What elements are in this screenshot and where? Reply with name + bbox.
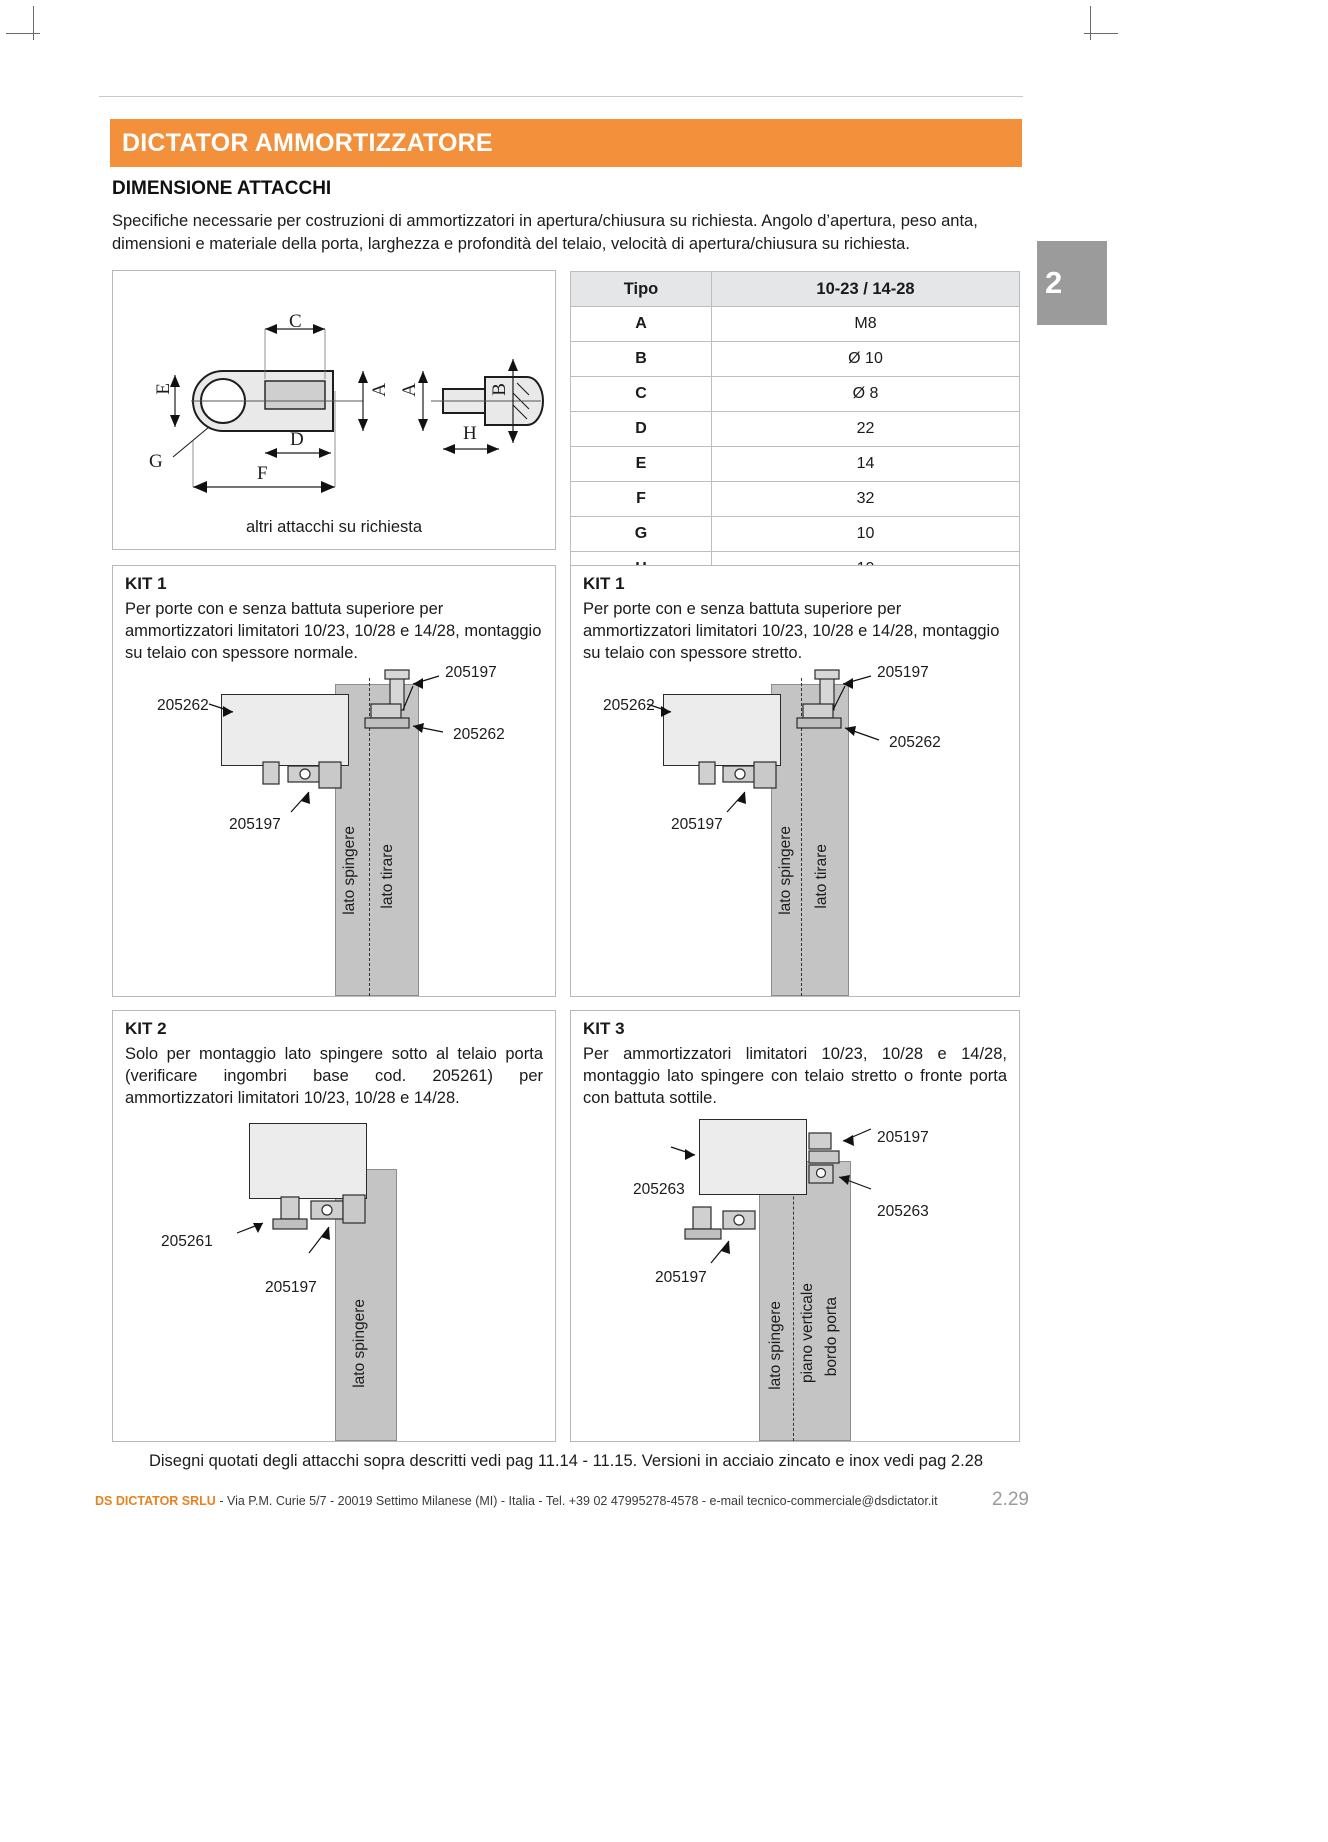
kit1-right-text: Per porte con e senza battuta superiore per ammortizzatori limitatori 10/23, 10/28 e 14/28, montaggio su telaio con spessore stretto. bbox=[583, 600, 1000, 662]
vertical-label-piano-verticale: piano verticale bbox=[799, 1283, 816, 1383]
dimension-label-h: H bbox=[463, 423, 477, 444]
kit2-panel bbox=[112, 1010, 556, 1442]
page-footer bbox=[95, 1494, 1025, 1508]
drawing-caption: altri attacchi su richiesta bbox=[245, 518, 423, 536]
vertical-label-lato-tirare: lato tirare bbox=[379, 844, 396, 909]
cell-value: 32 bbox=[712, 482, 1020, 517]
callout-205197-top: 205197 bbox=[445, 664, 497, 681]
kit2-text: Solo per montaggio lato spingere sotto al telaio porta (verificare ingombri base cod. 205261) per ammortizzatori limitatori 10/23, 10/28 e 14/28. bbox=[125, 1045, 543, 1107]
cell-tipo: D bbox=[571, 412, 712, 447]
section-subtitle: DIMENSIONE ATTACCHI bbox=[112, 178, 332, 199]
attachment-drawing-box bbox=[112, 270, 556, 550]
dimension-label-f: F bbox=[257, 463, 268, 484]
title-band bbox=[110, 119, 1022, 167]
page-title: DICTATOR AMMORTIZZATORE bbox=[122, 128, 493, 157]
callout-205263-right: 205263 bbox=[877, 1203, 929, 1220]
header-rule bbox=[99, 96, 1023, 97]
vertical-label-lato-spingere: lato spingere bbox=[777, 826, 794, 915]
crop-mark-top-right-vertical bbox=[1090, 6, 1091, 40]
dimension-label-a-left: A bbox=[369, 383, 390, 397]
cell-tipo: B bbox=[571, 342, 712, 377]
vertical-label-lato-spingere: lato spingere bbox=[351, 1299, 368, 1388]
cell-tipo: C bbox=[571, 377, 712, 412]
vertical-label-bordo-porta: bordo porta bbox=[823, 1297, 840, 1377]
table-row bbox=[571, 412, 1020, 447]
dimension-label-e: E bbox=[153, 383, 174, 395]
kit2-title: KIT 2 bbox=[125, 1019, 167, 1038]
dimension-label-a-right: A bbox=[399, 383, 420, 397]
callout-205197-bottom: 205197 bbox=[655, 1269, 707, 1286]
vertical-label-lato-spingere: lato spingere bbox=[767, 1301, 784, 1390]
table-row bbox=[571, 482, 1020, 517]
footer-address: - Via P.M. Curie 5/7 - 20019 Settimo Milanese (MI) - Italia - Tel. +39 02 47995278-4578 - e-mail tecnico-commerciale@dsdictator.it bbox=[215, 1494, 938, 1508]
callout-205262-left: 205262 bbox=[603, 697, 655, 714]
kit1-right-drawing bbox=[571, 666, 1021, 846]
vertical-label-lato-tirare: lato tirare bbox=[813, 844, 830, 909]
cell-tipo: A bbox=[571, 307, 712, 342]
callout-205197-top: 205197 bbox=[877, 1129, 929, 1146]
callout-205263-left: 205263 bbox=[633, 1181, 685, 1198]
table-row bbox=[571, 307, 1020, 342]
table-header-row bbox=[571, 272, 1020, 307]
callout-205261: 205261 bbox=[161, 1233, 213, 1250]
cell-tipo: F bbox=[571, 482, 712, 517]
dimension-label-b: B bbox=[489, 383, 510, 396]
kit1-left-title: KIT 1 bbox=[125, 574, 167, 593]
cell-value: Ø 10 bbox=[712, 342, 1020, 377]
table-row bbox=[571, 447, 1020, 482]
cell-value: Ø 8 bbox=[712, 377, 1020, 412]
callout-205197-bottom: 205197 bbox=[229, 816, 281, 833]
cell-value: M8 bbox=[712, 307, 1020, 342]
callout-205197-top: 205197 bbox=[877, 664, 929, 681]
callout-205197: 205197 bbox=[265, 1279, 317, 1296]
callout-205262-right: 205262 bbox=[453, 726, 505, 743]
column-header-tipo: Tipo bbox=[571, 272, 712, 307]
column-header-value: 10-23 / 14-28 bbox=[712, 272, 1020, 307]
table-row bbox=[571, 517, 1020, 552]
crop-mark-top-left-vertical bbox=[33, 6, 34, 40]
cell-tipo: G bbox=[571, 517, 712, 552]
dimension-label-d: D bbox=[290, 429, 304, 450]
table-row bbox=[571, 377, 1020, 412]
kit1-right-title: KIT 1 bbox=[583, 574, 625, 593]
intro-paragraph: Specifiche necessarie per costruzioni di ammortizzatori in apertura/chiusura su richiesta. Angolo d’apertura, peso anta, dimensioni e materiale della porta, larghezza e profondità del telaio, velocità di apertura/chiusura su richiesta. bbox=[112, 212, 978, 253]
cell-value: 22 bbox=[712, 412, 1020, 447]
vertical-label-lato-spingere: lato spingere bbox=[341, 826, 358, 915]
callout-205262-left: 205262 bbox=[157, 697, 209, 714]
kit1-left-drawing bbox=[113, 666, 557, 846]
bottom-note: Disegni quotati degli attacchi sopra descritti vedi pag 11.14 - 11.15. Versioni in acciaio zincato e inox vedi pag 2.28 bbox=[148, 1452, 984, 1470]
cell-tipo: E bbox=[571, 447, 712, 482]
kit2-drawing bbox=[113, 1161, 557, 1301]
cell-value: 14 bbox=[712, 447, 1020, 482]
kit1-right-panel bbox=[570, 565, 1020, 997]
dimension-label-c: C bbox=[289, 311, 302, 332]
crop-mark-top-left-horizontal bbox=[6, 33, 40, 34]
callout-205262-right: 205262 bbox=[889, 734, 941, 751]
callout-205197-bottom: 205197 bbox=[671, 816, 723, 833]
chapter-tab-label: 2 bbox=[1045, 265, 1063, 300]
kit1-left-panel bbox=[112, 565, 556, 997]
kit3-panel bbox=[570, 1010, 1020, 1442]
dimensions-table bbox=[570, 271, 1020, 587]
kit3-title: KIT 3 bbox=[583, 1019, 625, 1038]
kit3-text: Per ammortizzatori limitatori 10/23, 10/28 e 14/28, montaggio lato spingere con telaio stretto o fronte porta con battuta sottile. bbox=[583, 1045, 1007, 1107]
table-row bbox=[571, 342, 1020, 377]
page-number: 2.29 bbox=[992, 1489, 1029, 1510]
cell-value: 10 bbox=[712, 517, 1020, 552]
footer-company: DS DICTATOR SRLU bbox=[95, 1494, 216, 1508]
kit1-left-text: Per porte con e senza battuta superiore per ammortizzatori limitatori 10/23, 10/28 e 14/28, montaggio su telaio con spessore normale. bbox=[125, 600, 542, 662]
dimension-label-g: G bbox=[149, 451, 163, 472]
chapter-tab bbox=[1037, 241, 1107, 325]
crop-mark-top-right-horizontal bbox=[1084, 33, 1118, 34]
